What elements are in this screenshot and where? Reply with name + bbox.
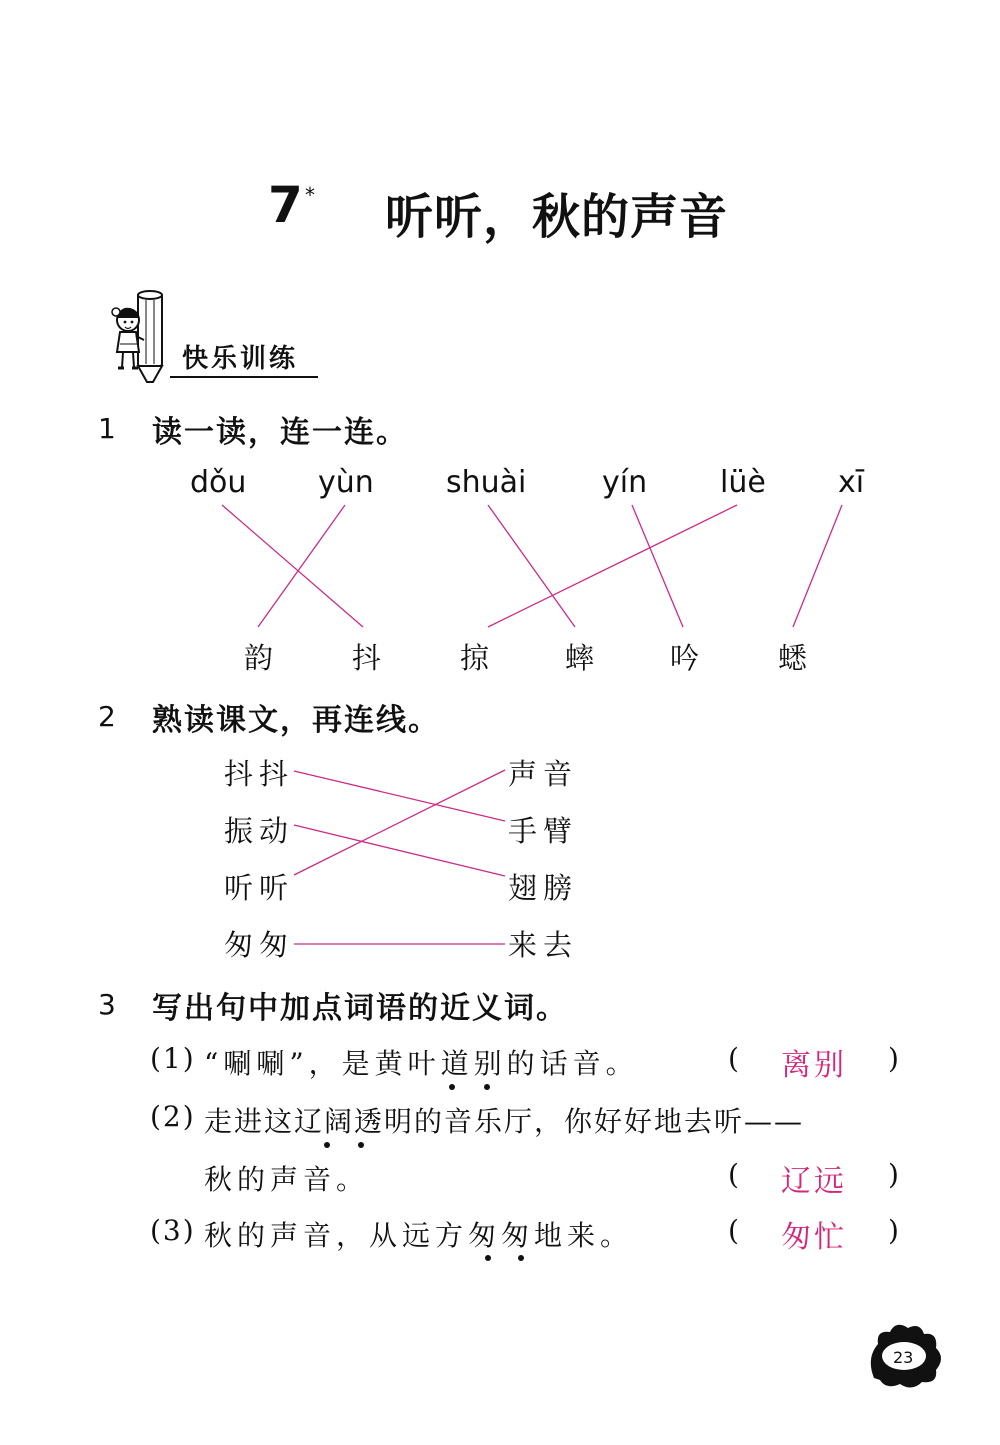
answer-paren-open: (: [728, 1042, 739, 1075]
answer-text: 匆忙: [781, 1220, 847, 1255]
character-item: 吟: [670, 641, 700, 675]
emphasis-dot: [358, 1142, 364, 1148]
pinyin-item: xī: [838, 465, 865, 500]
answer-text: 辽远: [781, 1164, 847, 1199]
left-word: 振动: [224, 814, 295, 848]
lesson-title: 听听，秋的声音: [385, 189, 729, 245]
question-2-prompt: 熟读课文，再连线。: [152, 703, 440, 738]
question-2-number: 2: [98, 700, 116, 733]
right-word: 翅膀: [508, 871, 579, 905]
right-word: 声音: [508, 757, 579, 791]
answer-paren-open: (: [728, 1214, 739, 1247]
optional-lesson-star: *: [305, 183, 315, 207]
section-banner: 快乐训练: [182, 344, 299, 374]
match-line: [294, 825, 505, 876]
answer-paren-close: ): [888, 1158, 899, 1191]
match-line: [793, 505, 842, 627]
right-word: 来去: [508, 928, 579, 962]
match-line: [294, 771, 505, 821]
character-item: 韵: [244, 641, 274, 675]
answer-paren-close: ): [888, 1042, 899, 1075]
question-1-number: 1: [98, 412, 116, 445]
left-word: 抖抖: [224, 757, 295, 791]
item-sentence-continued: 秋的声音。: [204, 1163, 370, 1196]
pinyin-item: yùn: [318, 465, 374, 500]
match-line: [488, 505, 575, 627]
item-sentence: 走进这辽阔透明的音乐厅，你好好地去听——: [204, 1105, 805, 1138]
emphasis-dot: [518, 1255, 524, 1261]
item-sentence: 秋的声音，从远方匆匆地来。: [204, 1219, 634, 1252]
lesson-number: 7: [268, 176, 303, 234]
question-3-prompt: 写出句中加点词语的近义词。: [152, 991, 568, 1026]
character-item: 蟀: [565, 641, 595, 675]
left-word: 听听: [224, 871, 295, 905]
character-item: 蟋: [778, 641, 808, 675]
left-word: 匆匆: [224, 928, 295, 962]
answer-paren-close: ): [888, 1214, 899, 1247]
item-label: (3): [150, 1214, 196, 1247]
character-item: 掠: [460, 641, 490, 675]
match-line: [258, 505, 345, 627]
pinyin-item: shuài: [446, 465, 527, 500]
emphasis-dot: [449, 1084, 455, 1090]
answer-paren-open: (: [728, 1158, 739, 1191]
question-1-prompt: 读一读，连一连。: [152, 415, 408, 450]
item-sentence: “唰唰”，是黄叶道别的话音。: [204, 1047, 639, 1080]
right-word: 手臂: [508, 814, 579, 848]
pinyin-item: lüè: [720, 465, 766, 500]
pinyin-item: yín: [602, 465, 648, 500]
emphasis-dot: [484, 1084, 490, 1090]
answer-text: 离别: [781, 1048, 847, 1083]
page-number: 23: [893, 1348, 914, 1367]
match-line: [632, 505, 683, 627]
emphasis-dot: [485, 1255, 491, 1261]
item-label: (1): [150, 1042, 196, 1075]
emphasis-dot: [324, 1142, 330, 1148]
item-label: (2): [150, 1100, 196, 1133]
question-3-number: 3: [98, 988, 116, 1021]
match-line: [294, 770, 505, 875]
pinyin-item: dǒu: [190, 465, 247, 500]
match-line: [222, 505, 363, 627]
character-item: 抖: [352, 641, 382, 675]
match-line: [488, 505, 737, 627]
